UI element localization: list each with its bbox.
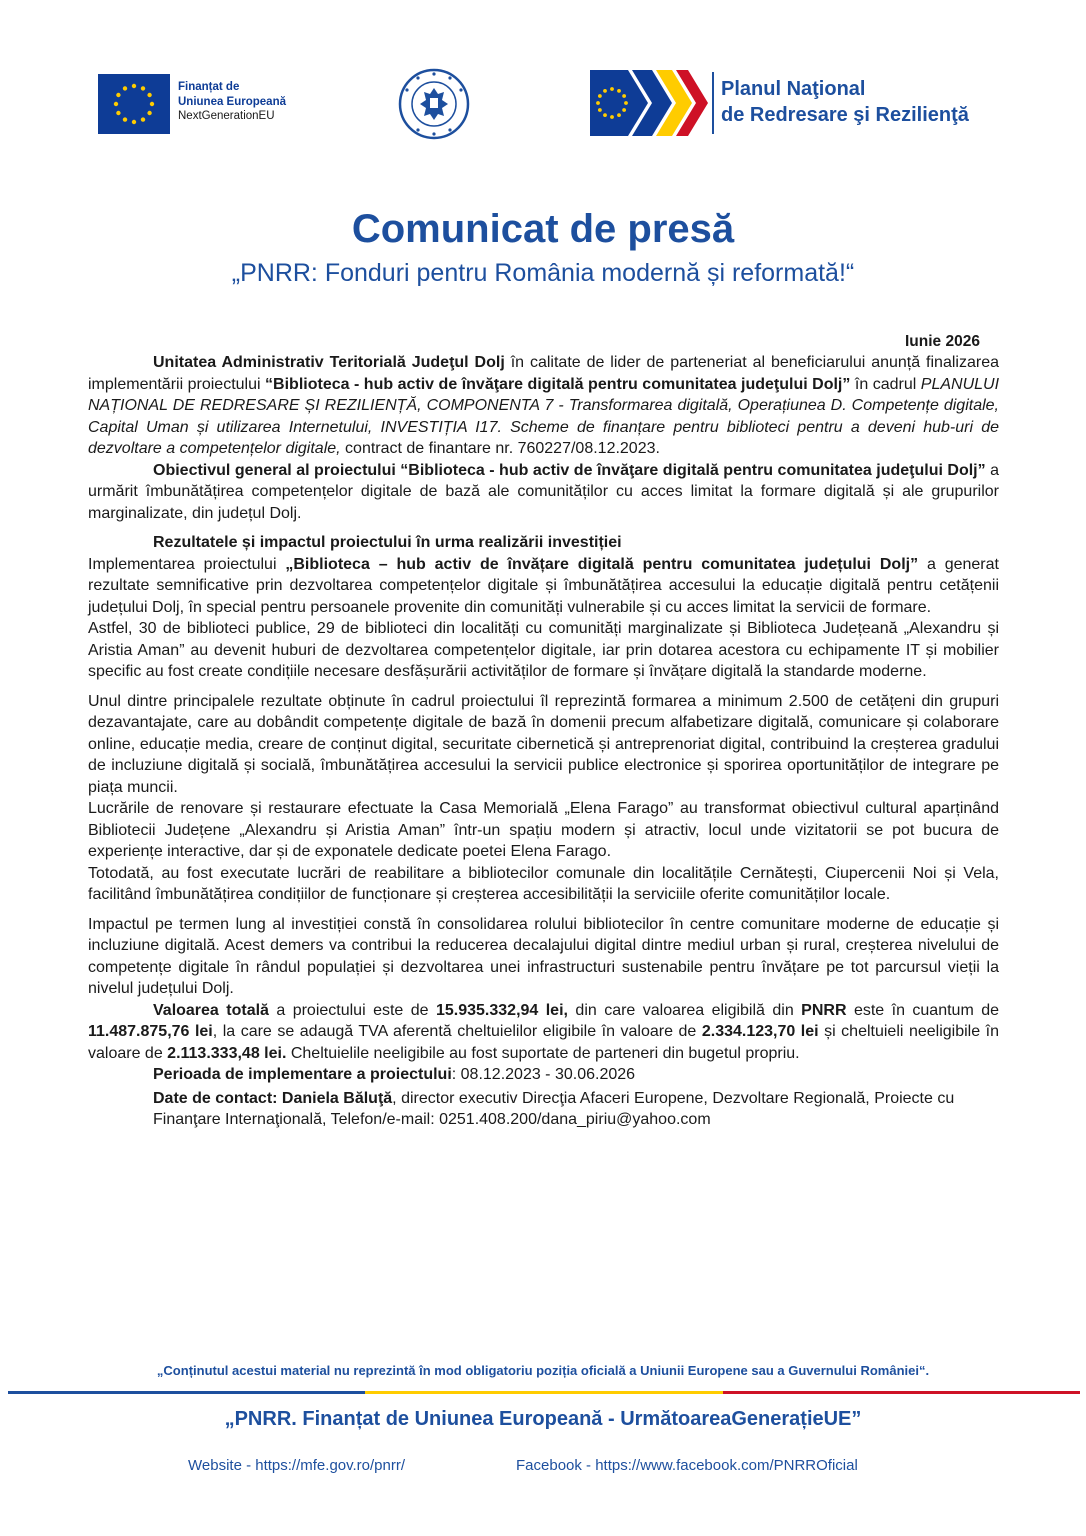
- eu-star-icon: [598, 108, 602, 112]
- eu-star-icon: [132, 120, 136, 124]
- eu-star-icon: [610, 115, 614, 119]
- eu-star-icon: [114, 102, 118, 106]
- eu-star-icon: [147, 111, 151, 115]
- eu-star-icon: [603, 89, 607, 93]
- press-release-body: [88, 352, 999, 1131]
- section-heading-results: Rezultatele și impactul proiectului în urma realizării investiției: [153, 534, 622, 551]
- eu-star-icon: [123, 86, 127, 90]
- footer-title: „PNRR. Finanțat de Uniunea Europeană - UrmătoareaGenerațieUE”: [224, 1408, 862, 1430]
- pnrr-logo-icon: [590, 70, 708, 136]
- paragraph-intro: Unitatea Administrativ Teritorială Judeţul Dolj în calitate de lider de parteneriat al beneficiarului anunță finalizarea implementării proiectului “Biblioteca - hub activ de învăţare digitală pentru comunitatea judeţului Dolj” în cadrul PLANULUI NAȚIONAL DE REDRESARE ȘI REZILIENȚĂ, COMPONENTA 7 - Transformarea digitală, Operațiunea D. Competențe digitale, Capital Uman și utilizarea Internetului, INVESTIȚIA I17. Scheme de finanțare pentru biblioteci pentru a deveni hub-uri de dezvoltare a competențelor digitale, contract de finantare nr. 760227/08.12.2023.: [88, 354, 1000, 457]
- eu-star-icon: [141, 117, 145, 121]
- paragraph-period: Perioada de implementare a proiectului: 08.12.2023 - 30.06.2026: [153, 1066, 636, 1083]
- eu-star-icon: [622, 108, 626, 112]
- page-title: Comunicat de presă: [351, 207, 735, 251]
- paragraph-implementation: Implementarea proiectului „Biblioteca – hub activ de învățare digitală pentru comunitatea județului Dolj” a generat rezultate semnificative prin dezvoltarea competențelor digitale și îmbunătățirea accesului la educație digitală pentru cetățenii județului Dolj, în special pentru persoanele provenite din comunități vulnerabile și cu acces limitat la servicii de formare.: [88, 555, 999, 616]
- eu-star-icon: [116, 93, 120, 97]
- eu-star-icon: [123, 117, 127, 121]
- paragraph-contact: Date de contact: Daniela Băluţă, director executiv Direcţia Afaceri Europene, Dezvoltare Regională, Proiecte cu Finanţare Internaţională, Telefon/e-mail: 0251.408.200/dana_piriu@yahoo.com: [153, 1089, 955, 1128]
- eu-star-icon: [610, 87, 614, 91]
- eu-star-icon: [622, 94, 626, 98]
- disclaimer: „Conținutul acestui material nu reprezintă în mod obligatoriu poziția oficială a Uniunii Europene sau a Guvernului României“.: [156, 1363, 930, 1378]
- eu-star-icon: [617, 113, 621, 117]
- eu-funding-label: [178, 80, 286, 124]
- paragraph-training: Unul dintre principalele rezultate obținute în cadrul proiectului îl reprezintă formarea a minimum 2.500 de cetățeni din grupuri dezavantajate, care au dobândit competențe digitale de bază în domenii precum alfabetizare digitală, comunicare și colaborare online, educație media, creare de conținut digital, securitate cibernetică și antreprenoriat digital, contribuind la creșterea gradului de incluziune digitală și socială, îmbunătățirea accesului la servicii publice electronice și sporirea oportunităților de integrare pe piața muncii.: [88, 692, 999, 796]
- eu-star-icon: [116, 111, 120, 115]
- tricolor-divider: [8, 1391, 1080, 1394]
- eu-star-icon: [141, 86, 145, 90]
- website-link[interactable]: Website - https://mfe.gov.ro/pnrr/: [188, 1457, 406, 1474]
- eu-star-icon: [624, 101, 628, 105]
- paragraph-libraries: Astfel, 30 de biblioteci publice, 29 de biblioteci din localități cu comunități marginalizate și Biblioteca Județeană „Alexandru și Aristia Aman” au devenit huburi de dezvoltarea competențelor digitale, iar prin dotarea acestora cu echipamente IT și mobilier specific au fost create condițiile necesare desfășurării activităților de formare și învățare digitală la standarde moderne.: [88, 620, 999, 680]
- pnrr-line-1: Planul Naţional: [721, 78, 866, 100]
- eu-line-2: Uniunea Europeană: [178, 95, 286, 108]
- eu-line-1: Finanțat de: [178, 81, 240, 93]
- eu-star-icon: [150, 102, 154, 106]
- pnrr-separator: [712, 72, 714, 134]
- release-date: Iunie 2026: [905, 333, 980, 350]
- eu-star-icon: [147, 93, 151, 97]
- paragraph-objective: Obiectivul general al proiectului “Biblioteca - hub activ de învăţare digitală pentru comunitatea judeţului Dolj” a urmărit îmbunătățirea competențelor digitale de bază ale comunităților cu acces limitat la formare digitală și ale grupurilor marginalizate, din județul Dolj.: [88, 461, 1000, 522]
- eu-line-3: NextGenerationEU: [178, 110, 275, 122]
- eu-star-icon: [603, 113, 607, 117]
- pnrr-line-2: de Redresare şi Rezilienţă: [721, 104, 969, 126]
- eu-star-icon: [596, 101, 600, 105]
- paragraph-rehabilitation: Totodată, au fost executate lucrări de reabilitare a bibliotecilor comunale din localitățile Cernătești, Ciupercenii Noi și Vela, facilitând îmbunătățirea condițiilor de funcționare și creșterea accesibilității la serviciile oferite comunităților locale.: [88, 864, 999, 903]
- eu-star-icon: [617, 89, 621, 93]
- paragraph-value: Valoarea totală a proiectului este de 15.935.332,94 lei, din care valoarea eligibilă din PNRR este în cuantum de 11.487.875,76 lei, la care se adaugă TVA aferentă cheltuielilor eligibile în valoare de 2.334.123,70 lei și cheltuieli neeligibile în valoare de 2.113.333,48 lei. Cheltuielile neeligibile au fost suportate de parteneri din bugetul propriu.: [88, 1001, 1000, 1062]
- government-seal-icon: [398, 68, 470, 140]
- eu-flag-icon: [98, 74, 170, 134]
- paragraph-renovation: Lucrările de renovare și restaurare efectuate la Casa Memorială „Elena Farago” au transformat obiectivul cultural aparținând Bibliotecii Județene „Alexandru și Aristia Aman” într-un spațiu modern și atractiv, locul unde vizitatorii se pot bucura de experiențe interactive, dar și de exponatele dedicate poetei Elena Farago.: [88, 800, 999, 860]
- facebook-link[interactable]: Facebook - https://www.facebook.com/PNRROficial: [516, 1457, 858, 1474]
- paragraph-impact: Impactul pe termen lung al investiției constă în consolidarea rolului bibliotecilor în centre comunitare moderne de educație și incluziune digitală. Acest demers va contribui la reducerea decalajului digital dintre mediul urban și rural, creșterea nivelului de competențe digitale în rândul populației și dezvoltarea unei infrastructuri sustenabile pentru învățare pe tot parcursul vieții la nivelul județului Dolj.: [88, 915, 999, 997]
- pnrr-title: [721, 76, 969, 128]
- page-subtitle: „PNRR: Fonduri pentru România modernă și reformată!“: [231, 259, 855, 287]
- eu-star-icon: [132, 84, 136, 88]
- eu-star-icon: [598, 94, 602, 98]
